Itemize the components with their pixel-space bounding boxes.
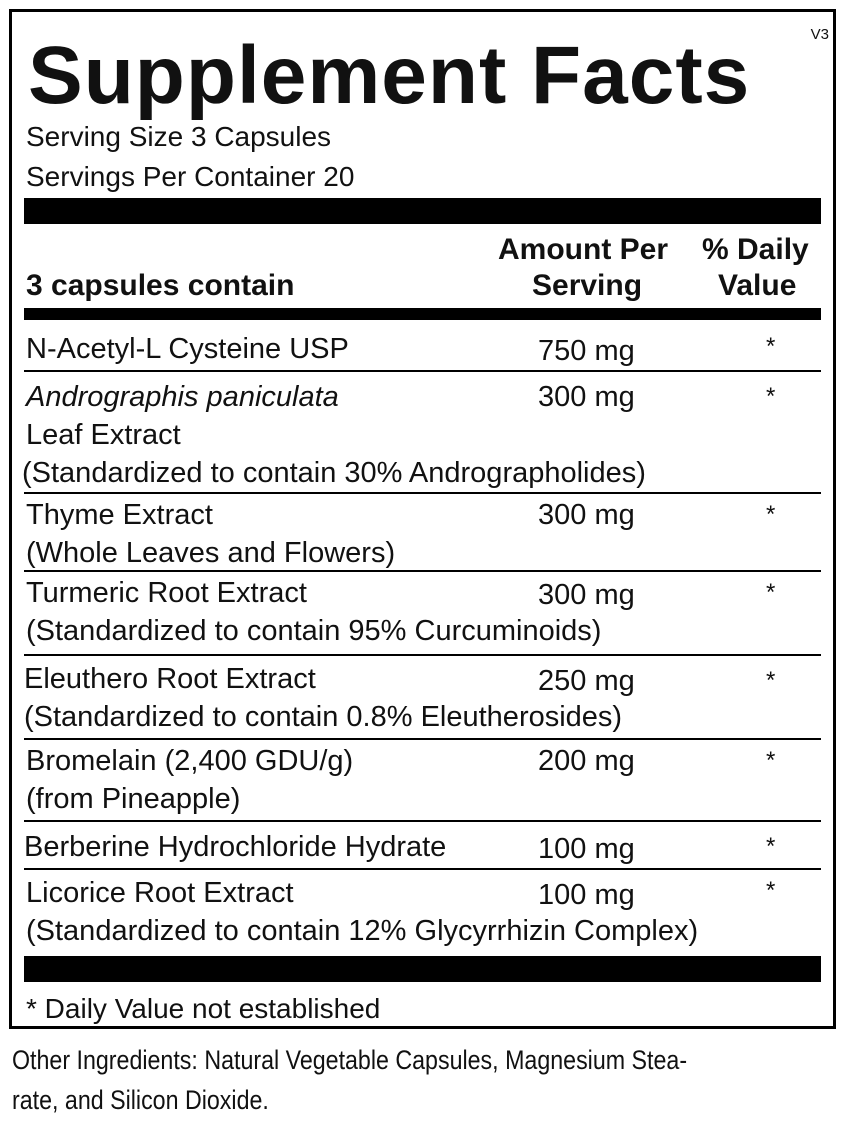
ingredient-name: N-Acetyl-L Cysteine USP — [26, 333, 349, 365]
page-title: Supplement Facts — [28, 30, 751, 121]
servings-per-container: Servings Per Container 20 — [26, 161, 355, 192]
ingredient-amount: 300 mg — [538, 381, 635, 413]
ingredient-name: Turmeric Root Extract — [26, 577, 307, 609]
thick-divider-top — [24, 198, 821, 224]
ingredient-dv: * — [766, 877, 776, 904]
row-divider — [24, 820, 821, 822]
header-amount-line1: Amount Per — [498, 233, 669, 266]
header-contains: 3 capsules contain — [26, 269, 295, 302]
ingredient-dv: * — [766, 579, 776, 606]
ingredient-dv: * — [766, 501, 776, 528]
ingredient-amount: 100 mg — [538, 879, 635, 911]
daily-value-footnote: * Daily Value not established — [26, 993, 381, 1024]
ingredient-amount: 100 mg — [538, 833, 635, 865]
row-divider — [24, 370, 821, 372]
version-label: V3 — [810, 26, 829, 43]
other-ingredients: Other Ingredients: Natural Vegetable Capsules, Magnesium Stea-rate, and Silicon Dioxide. — [12, 1045, 688, 1115]
ingredient-name: Bromelain (2,400 GDU/g) — [26, 745, 354, 777]
ingredient-name: Eleuthero Root Extract — [24, 663, 316, 695]
ingredient-detail: (Standardized to contain 30% Andrographolides) — [22, 457, 646, 489]
ingredient-detail: (Standardized to contain 0.8% Eleutherosides) — [24, 701, 623, 733]
header-dv-line1: % Daily — [702, 233, 809, 266]
row-divider — [24, 654, 821, 656]
supplement-facts-panel — [9, 9, 836, 1029]
ingredient-detail: (from Pineapple) — [26, 783, 241, 815]
serving-size: Serving Size 3 Capsules — [26, 121, 332, 152]
ingredient-dv: * — [766, 747, 776, 774]
ingredient-dv: * — [766, 333, 776, 360]
ingredient-detail: (Standardized to contain 95% Curcuminoids) — [26, 615, 602, 647]
row-divider — [24, 492, 821, 494]
ingredient-detail: (Standardized to contain 12% Glycyrrhizin Complex) — [26, 915, 699, 947]
ingredient-dv: * — [766, 833, 776, 860]
ingredient-dv: * — [766, 667, 776, 694]
medium-divider — [24, 308, 821, 320]
ingredient-name: Thyme Extract — [26, 499, 213, 531]
ingredient-dv: * — [766, 383, 776, 410]
header-dv-line2: Value — [718, 269, 797, 302]
ingredient-detail: Leaf Extract — [26, 419, 181, 451]
thick-divider-bottom — [24, 956, 821, 982]
row-divider — [24, 738, 821, 740]
row-divider — [24, 570, 821, 572]
ingredient-amount: 250 mg — [538, 665, 635, 697]
header-amount-line2: Serving — [532, 269, 643, 302]
ingredient-name: Licorice Root Extract — [26, 877, 294, 909]
ingredient-name: Andrographis paniculata — [26, 381, 339, 413]
ingredient-amount: 200 mg — [538, 745, 635, 777]
ingredient-name: Berberine Hydrochloride Hydrate — [24, 831, 447, 863]
ingredient-amount: 300 mg — [538, 499, 635, 531]
ingredient-amount: 750 mg — [538, 335, 635, 367]
row-divider — [24, 868, 821, 870]
ingredient-detail: (Whole Leaves and Flowers) — [26, 537, 396, 569]
ingredient-amount: 300 mg — [538, 579, 635, 611]
